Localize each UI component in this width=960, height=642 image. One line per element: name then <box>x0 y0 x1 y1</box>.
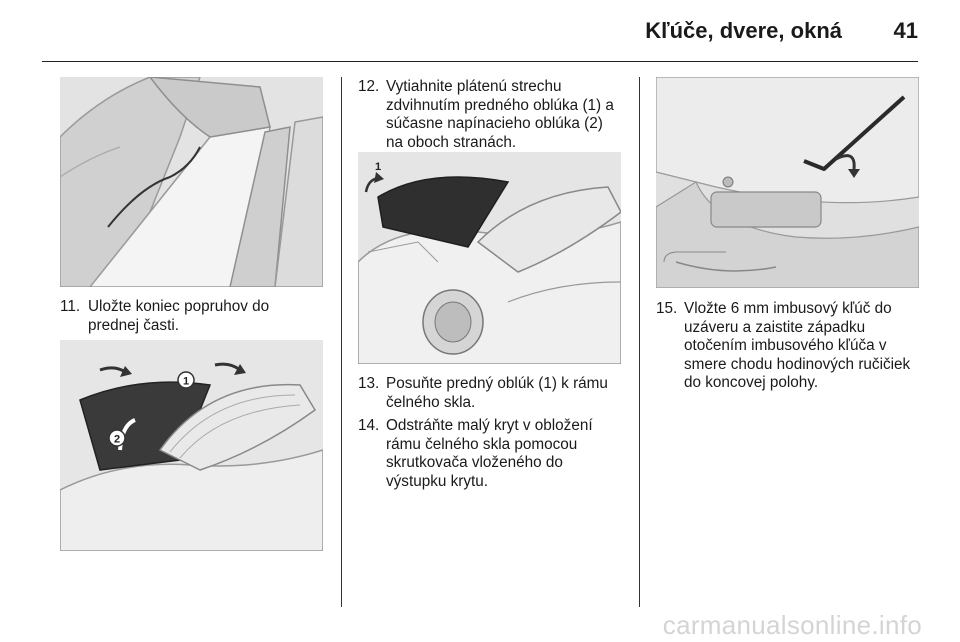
page-number: 41 <box>893 18 918 43</box>
header-rule <box>42 61 918 62</box>
step-line: Posuňte predný oblúk (1) k rámu <box>386 375 608 392</box>
step-line: Vytiahnite plátenú strechu <box>386 78 562 95</box>
step-line: prednej časti. <box>88 316 179 334</box>
figure-roof-raise <box>60 340 323 551</box>
step-line: otočením imbusového kľúča v <box>684 337 887 354</box>
step-number: 12. <box>358 78 380 95</box>
callout-1: 1 <box>182 375 190 388</box>
step-number: 14. <box>358 417 380 434</box>
step-line: na oboch stranách. <box>386 133 517 151</box>
step-line: zdvihnutím predného oblúka (1) a <box>386 96 614 114</box>
watermark: carmanualsonline.info <box>662 610 922 640</box>
step-line: Vložte 6 mm imbusový kľúč do <box>684 300 892 317</box>
callout-2: 2 <box>113 433 121 446</box>
page-header-title: Kľúče, dvere, okná <box>645 18 842 43</box>
column-divider-left <box>341 77 342 607</box>
callout-1: 1 <box>374 161 382 173</box>
step-line: súčasne napínacieho oblúka (2) <box>386 115 603 132</box>
step-number: 13. <box>358 375 380 392</box>
step-line: skrutkovača vloženého do <box>386 454 563 471</box>
step-number: 11. <box>60 298 81 315</box>
column-divider-right <box>639 77 640 607</box>
step-line: do koncovej polohy. <box>684 374 819 391</box>
step-line: uzáveru a zaistite západku <box>684 318 866 336</box>
step-line: smere chodu hodinových ručičiek <box>684 355 911 373</box>
step-line: výstupku krytu. <box>386 472 489 490</box>
figure-roof-strap <box>60 77 323 287</box>
figure-hex-key <box>656 77 919 288</box>
figure-car-roof <box>358 152 621 364</box>
step-line: Uložte koniec popruhov do <box>88 298 270 315</box>
step-line: Odstráňte malý kryt v obložení <box>386 417 593 434</box>
step-line: čelného skla. <box>386 393 476 411</box>
step-number: 15. <box>656 300 678 317</box>
step-line: rámu čelného skla pomocou <box>386 435 578 453</box>
